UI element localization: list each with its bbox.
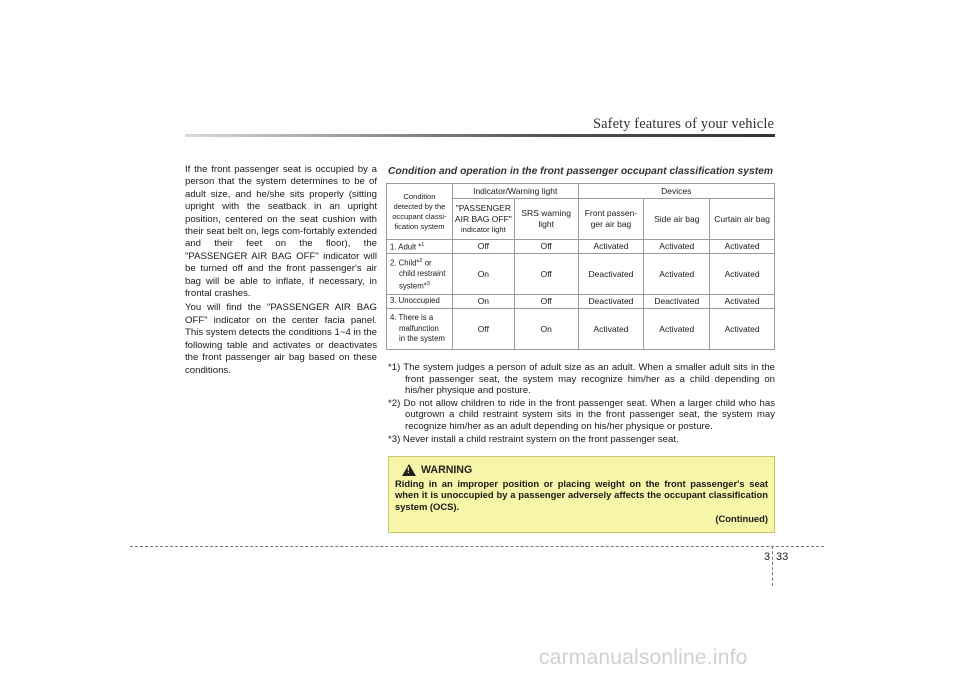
warning-header [402, 464, 768, 476]
footnote-3: *3) Never install a child restraint system on the front passenger seat. [388, 433, 679, 445]
row-1-srs: Off [514, 240, 578, 254]
intro-text-column [185, 164, 377, 379]
row-4-side: Activated [644, 309, 710, 350]
warning-triangle-icon: ! [402, 464, 416, 476]
header-curtain-airbag: Curtain air bag [710, 199, 775, 240]
warning-box [388, 456, 775, 533]
row-2-footnote-ref-1: 2 [419, 257, 423, 264]
row-4-condition-line-3: in the system [399, 334, 445, 344]
page-number: 33 [776, 551, 789, 563]
chapter-number: 3 [764, 551, 771, 563]
row-2-condition-line-2: child restraint [399, 268, 446, 278]
row-4-curtain: Activated [710, 309, 775, 350]
row-1-passenger-indicator: Off [452, 240, 514, 254]
table-row [387, 254, 775, 295]
header-passenger-indicator [452, 199, 514, 240]
row-3-side: Deactivated [644, 295, 710, 309]
header-passenger-line-3: indicator light [460, 225, 506, 234]
footer-divider [130, 546, 824, 547]
row-3-srs: Off [514, 295, 578, 309]
row-2-condition-text-1: 2. Child* [390, 258, 420, 268]
row-2-side: Activated [644, 254, 710, 295]
header-divider [185, 134, 775, 137]
header-srs-warning [514, 199, 578, 240]
row-2-srs: Off [514, 254, 578, 295]
footnotes [388, 362, 775, 446]
row-2-condition-text-3: system* [399, 281, 427, 291]
row-1-front: Activated [578, 240, 644, 254]
row-1-condition [387, 240, 453, 254]
row-2-condition-text-1b: or [422, 258, 432, 268]
header-side-airbag: Side air bag [644, 199, 710, 240]
header-front-airbag [578, 199, 644, 240]
footnote-1: *1) The system judges a person of adult size as an adult. When a smaller adult sits in the front passenger seat, the system may recognize him/her as a child depending on his/her physique and posture. [388, 362, 775, 397]
header-srs-line-1: SRS warning [521, 208, 571, 218]
row-2-condition-line-1 [390, 256, 450, 269]
header-front-line-2: ger air bag [590, 219, 632, 229]
row-3-curtain: Activated [710, 295, 775, 309]
intro-paragraph-1: If the front passenger seat is occupied by a person that the system determines to be of adult size, and he/she sits properly (sitting upright with the seatback in an upright position, centered on the seat cushion with their seat belt on, legs com-fortably extended and their feet on the floor), the "PASSENGER AIR BAG OFF" indicator will be turned off and the front passenger's air bag will be able to inflate, if necessary, in frontal crashes. [185, 164, 377, 300]
section-title: Safety features of your vehicle [592, 116, 774, 132]
ocs-table [386, 183, 775, 350]
footer-vertical-divider [772, 546, 773, 586]
header-srs-line-2: light [538, 219, 554, 229]
table-row [387, 309, 775, 350]
warning-title: WARNING [421, 464, 473, 476]
warning-continued: (Continued) [715, 513, 768, 525]
footnote-2: *2) Do not allow children to ride in the front passenger seat. When a larger child who has outgrown a child restraint system sits in the front passenger seat, the system may recognize him/her as an adult depending on his/her physique or posture. [388, 397, 775, 432]
row-4-condition-line-1: 4. There is a [390, 313, 434, 323]
row-1-condition-text: 1. Adult * [390, 242, 422, 252]
table-title: Condition and operation in the front passenger occupant classification system [388, 166, 774, 177]
watermark: carmanualsonline.info [539, 646, 748, 669]
row-4-condition [387, 309, 453, 350]
row-2-footnote-ref-2: 3 [426, 281, 430, 288]
intro-paragraph-2: You will find the "PASSENGER AIR BAG OFF" indicator on the center facia panel. This system detects the conditions 1~4 in the following table and activates or deactivates the front passenger air bag based on these conditions. [185, 302, 377, 376]
row-1-side: Activated [644, 240, 710, 254]
row-4-condition-line-2: malfunction [399, 323, 439, 333]
row-4-srs: On [514, 309, 578, 350]
table-header-row-1 [387, 184, 775, 199]
row-2-curtain: Activated [710, 254, 775, 295]
row-1-curtain: Activated [710, 240, 775, 254]
row-2-front: Deactivated [578, 254, 644, 295]
row-4-passenger-indicator: Off [452, 309, 514, 350]
table-row [387, 295, 775, 309]
header-condition: Condition detected by the occupant classi-fication system [387, 184, 453, 240]
warning-text: Riding in an improper position or placing weight on the front passenger's seat when it is unoccupied by a passenger adversely affects the occupant classification system (OCS). [395, 478, 768, 512]
header-passenger-line-2: AIR BAG OFF" [454, 214, 512, 224]
row-2-condition-line-3 [390, 279, 430, 292]
row-3-front: Deactivated [578, 295, 644, 309]
row-2-condition [387, 254, 453, 295]
header-front-line-1: Front passen- [584, 208, 638, 218]
row-3-condition: 3. Unoccupied [387, 295, 453, 309]
header-passenger-line-1: "PASSENGER [455, 203, 511, 213]
row-4-front: Activated [578, 309, 644, 350]
row-3-passenger-indicator: On [452, 295, 514, 309]
table-row [387, 240, 775, 254]
header-indicator-group: Indicator/Warning light [452, 184, 578, 199]
row-2-passenger-indicator: On [452, 254, 514, 295]
header-devices-group: Devices [578, 184, 774, 199]
row-1-footnote-ref: 1 [421, 242, 425, 248]
